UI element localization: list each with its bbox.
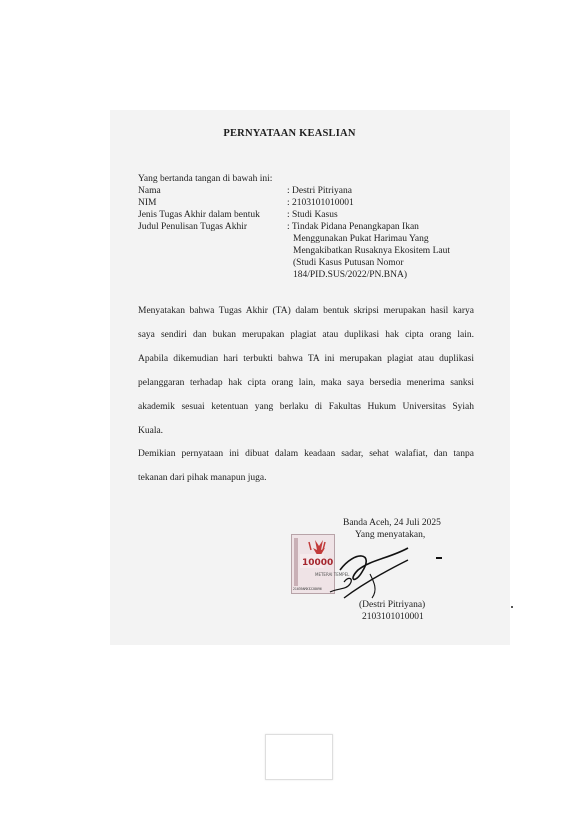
signer-nim: 2103101010001	[362, 612, 424, 622]
title-line: 184/PID.SUS/2022/PN.BNA)	[293, 270, 408, 280]
stamp-value: 10000	[302, 558, 334, 568]
field-label-nim: NIM	[138, 198, 157, 208]
signer-name: (Destri Pitriyana)	[359, 600, 426, 610]
declarer-label: Yang menyatakan,	[355, 530, 426, 540]
closing-line: Demikian pernyataan ini dibuat dalam keadaan sadar, sehat walafiat, dan tanpa	[138, 449, 474, 459]
field-label-nama: Nama	[138, 186, 161, 196]
statement-line: Apabila dikemudian hari terbukti bahwa TA ini merupakan plagiat atau duplikasi	[138, 354, 474, 364]
field-label-jenis: Jenis Tugas Akhir dalam bentuk	[138, 210, 260, 220]
intro-text: Yang bertanda tangan di bawah ini:	[138, 174, 273, 184]
stamp-caption: METERAI TEMPEL	[315, 572, 350, 577]
scan-speck	[511, 606, 513, 608]
field-value-nim: : 2103101010001	[287, 198, 354, 208]
title-line: Mengakibatkan Rusaknya Ekositem Laut	[293, 246, 450, 256]
document-title: PERNYATAAN KEASLIAN	[223, 128, 356, 139]
stamp-serial: 21039AMX3228096	[293, 587, 322, 591]
field-value-nama: : Destri Pitriyana	[287, 186, 352, 196]
statement-line: Kuala.	[138, 426, 164, 436]
field-value-jenis: : Studi Kasus	[287, 210, 338, 220]
field-label-judul: Judul Penulisan Tugas Akhir	[138, 222, 248, 232]
place-date: Banda Aceh, 24 Juli 2025	[343, 518, 441, 528]
page-thumbnail[interactable]	[265, 734, 333, 780]
statement-line: Menyatakan bahwa Tugas Akhir (TA) dalam bentuk skripsi merupakan hasil karya	[138, 306, 474, 316]
statement-line: saya sendiri dan bukan merupakan plagiat atau duplikasi hak cipta orang lain.	[138, 330, 474, 340]
statement-line: pelanggaran terhadap hak cipta orang lain, maka saya bersedia menerima sanksi	[138, 378, 474, 388]
statement-line: akademik sesuai ketentuan yang berlaku di Fakultas Hukum Universitas Syiah	[138, 402, 474, 412]
title-line: (Studi Kasus Putusan Nomor	[293, 258, 404, 268]
field-value-judul: : Tindak Pidana Penangkapan Ikan	[287, 222, 419, 232]
title-line: Menggunakan Pukat Harimau Yang	[293, 234, 429, 244]
closing-line: tekanan dari pihak manapun juga.	[138, 473, 267, 483]
